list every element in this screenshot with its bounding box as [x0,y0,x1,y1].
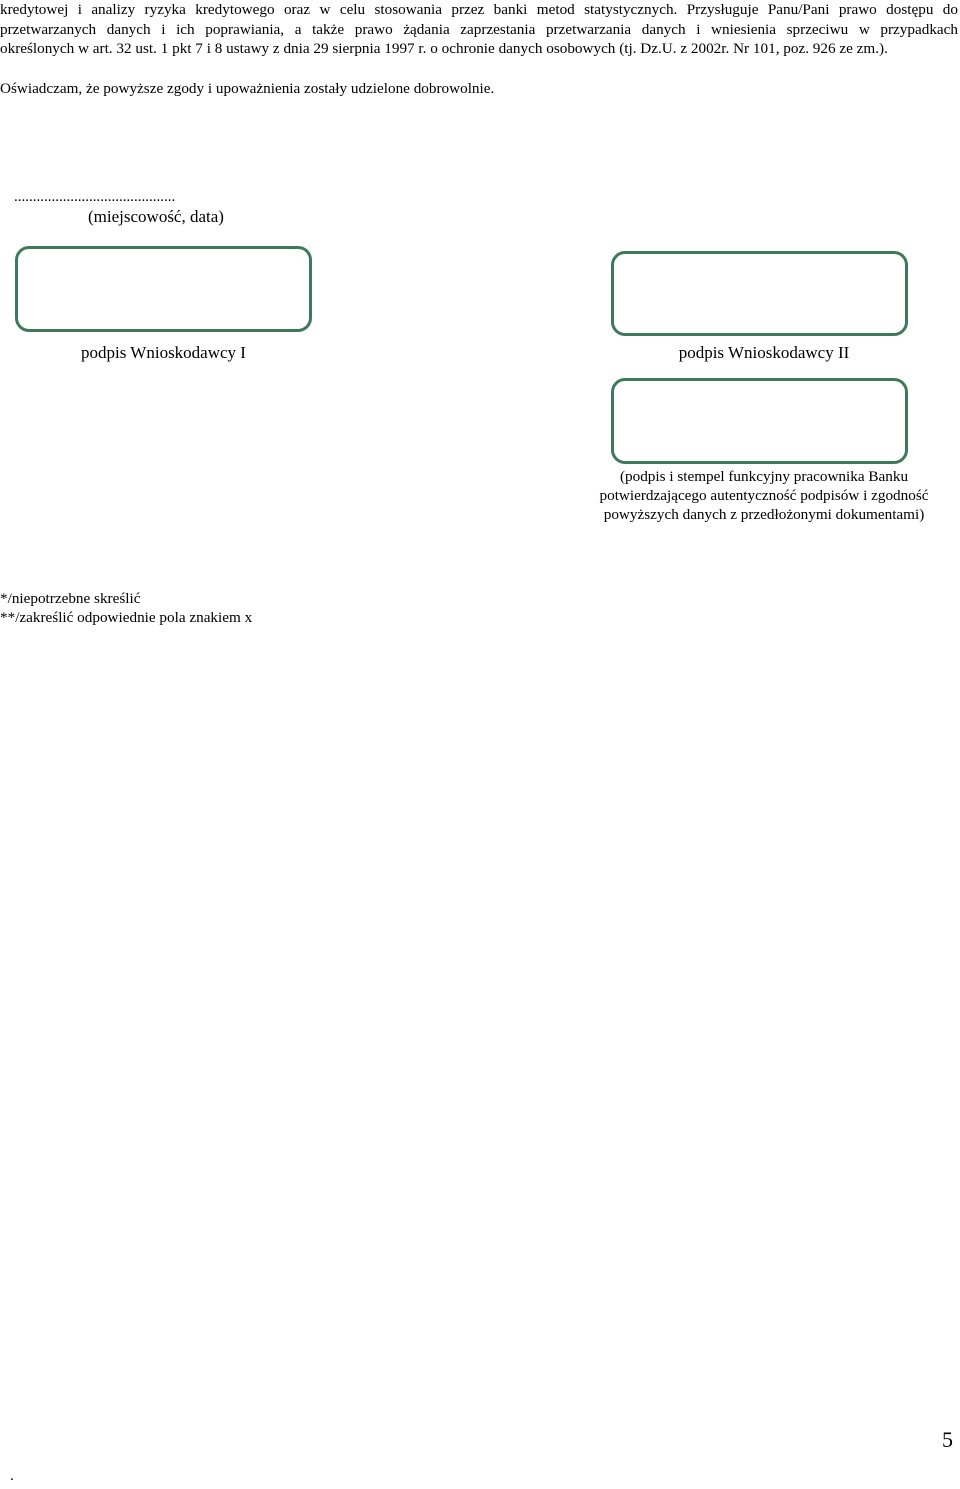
bank-note-line: (podpis i stempel funkcyjny pracownika Banku [619,468,909,485]
bank-note-line: potwierdzającego autentyczność podpisów i zgodność [599,487,929,504]
place-date-dotted-line: ........................................... [14,189,176,205]
footnote-strike-out: */niepotrzebne skreślić [0,590,141,607]
footnote-mark-with-x: **/zakreślić odpowiednie pola znakiem x [0,609,253,626]
page-number: 5 [942,1427,953,1452]
consent-statement: Oświadczam, że powyższe zgody i upoważnienia zostały udzielone dobrowolnie. [0,80,495,97]
bank-employee-signature-box[interactable] [611,378,908,464]
intro-paragraph-line: kredytowej i analizy ryzyka kredytowego oraz w celu stosowania przez banki metod statystycznych. Przysługuje Panu/Pani prawo dostępu do [0,1,958,18]
intro-paragraph-line: określonych w art. 32 ust. 1 pkt 7 i 8 ustawy z dnia 29 sierpnia 1997 r. o ochronie danych osobowych (tj. Dz.U. z 2002r. Nr 101, poz. 926 ze zm.). [0,40,888,57]
applicant-2-signature-box[interactable] [611,251,908,336]
bank-note-line: powyższych danych z przedłożonymi dokumentami) [603,506,925,523]
place-date-label: (miejscowość, data) [88,207,224,226]
trailing-mark: . [10,1468,14,1484]
bank-employee-signature-note [568,467,960,524]
intro-paragraph-line: przetwarzanych danych i ich poprawiania, a także prawo żądania zaprzestania przetwarzania danych i wniesienia sprzeciwu w przypadkach [0,20,958,38]
applicant-1-signature-box[interactable] [15,246,312,332]
applicant-2-signature-label: podpis Wnioskodawcy II [678,343,850,362]
applicant-1-signature-label: podpis Wnioskodawcy I [81,343,246,362]
intro-paragraph [0,0,958,59]
